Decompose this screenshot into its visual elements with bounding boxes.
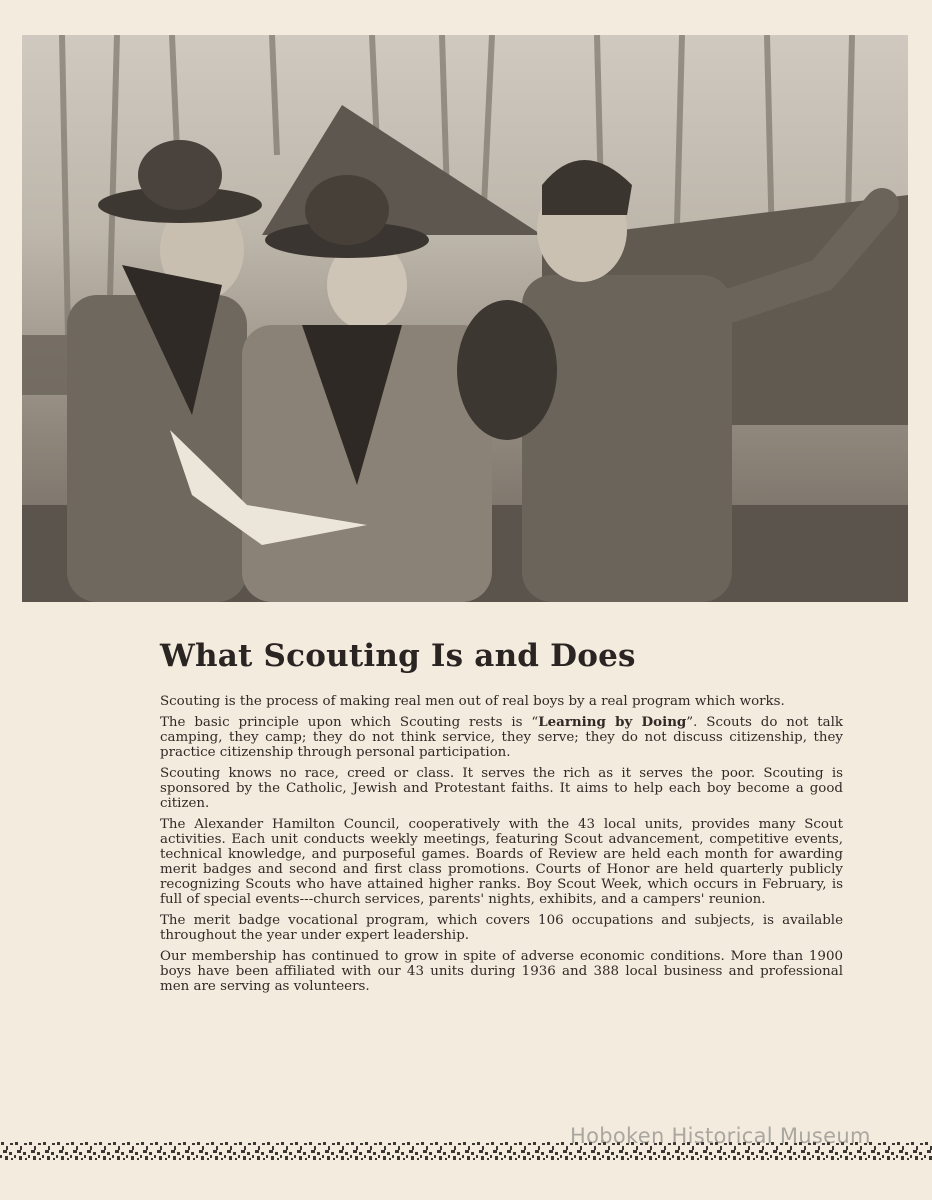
paragraph-principle-end: ”. Scouts do not talk camping, they camp; they do not think service, they serve; they do not discuss citizenship, they practice citizenship through personal participation. [160, 715, 844, 760]
paragraph-intro: Scouting is the process of making real men out of real boys by a real program which works. [160, 694, 785, 709]
paragraph-principle [160, 715, 843, 760]
page-title: What Scouting Is and Does [160, 638, 636, 674]
tent-left [262, 105, 542, 235]
scouts-photo [22, 35, 908, 602]
learning-by-doing-emphasis: Learning by Doing [538, 714, 687, 730]
scout-left [67, 140, 262, 602]
paragraph-inclusion: Scouting knows no race, creed or class. It serves the rich as it serves the poor. Scouting is sponsored by the Catholic, Jewish and Protestant faiths. It aims to help each boy become a good citizen. [160, 766, 843, 811]
paragraph-principle-start: The basic principle upon which Scouting rests is “ [160, 715, 539, 730]
scouts-photo-illustration [22, 35, 908, 602]
body-text [160, 694, 843, 1000]
paragraph-membership: Our membership has continued to grow in spite of adverse economic conditions. More than 1900 boys have been affiliated with our 43 units during 1936 and 388 local business and professional men are serving as volunteers. [160, 949, 843, 994]
paragraph-council: The Alexander Hamilton Council, cooperatively with the 43 local units, provides many Scout activities. Each unit conducts weekly meetings, featuring Scout advancement, competitive events, technical knowledge, and purposeful games. Boards of Review are held each month for awarding merit badges and second and first class promotions. Courts of Honor are held quarterly publicly recognizing Scouts who have attained higher ranks. Boy Scout Week, which occurs in February, is full of special events---church services, parents' nights, exhibits, and a campers' reunion. [160, 817, 843, 907]
watermark: Hoboken Historical Museum [570, 1124, 871, 1148]
paragraph-merit-badge: The merit badge vocational program, which covers 106 occupations and subjects, is available throughout the year under expert leadership. [160, 913, 843, 943]
